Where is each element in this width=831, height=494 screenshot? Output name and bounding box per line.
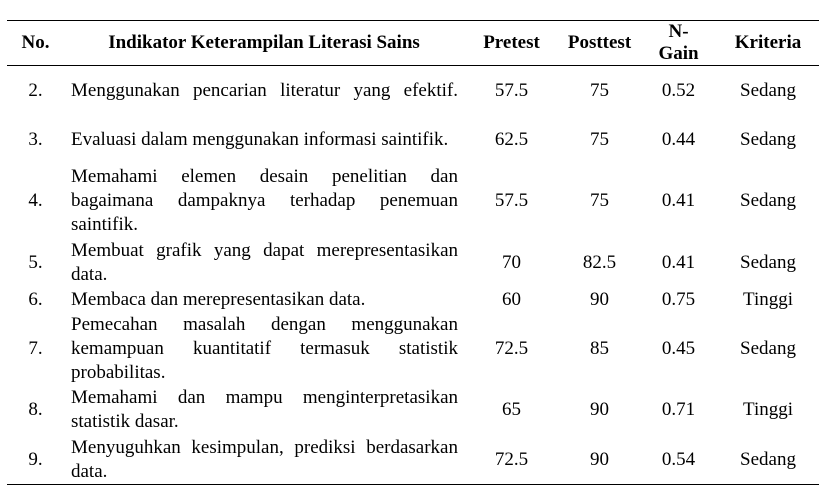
cell-indicator: Evaluasi dalam menggunakan informasi saintifik.: [71, 129, 449, 150]
header-row: [7, 21, 819, 66]
table-row: [7, 435, 819, 485]
cell-indicator: Pemecahan masalah dengan menggunakan kemampuan kuantitatif termasuk statistik probabilitas.: [71, 313, 458, 383]
cell-criteria: Tinggi: [743, 289, 793, 310]
cell-pretest: 72.5: [494, 337, 529, 359]
cell-pretest: 57.5: [494, 80, 529, 101]
cell-posttest: 85: [590, 337, 609, 359]
cell-ngain: 0.44: [661, 129, 696, 150]
cell-no: 9.: [28, 448, 43, 470]
cell-pretest: 62.5: [494, 129, 529, 150]
header-criteria: Kriteria: [734, 32, 802, 53]
table-row: [7, 288, 819, 312]
cell-pretest: 65: [502, 399, 521, 420]
header-ngain-line1: N-: [668, 21, 689, 42]
cell-indicator: Membuat grafik yang dapat merepresentasikan data.: [71, 240, 458, 285]
header-pretest: Pretest: [483, 32, 540, 53]
header-no: No.: [21, 32, 50, 53]
table-row: [7, 164, 819, 238]
cell-indicator: Menyuguhkan kesimpulan, prediksi berdasarkan data.: [71, 436, 458, 482]
cell-posttest: 82.5: [582, 252, 617, 273]
cell-no: 6.: [28, 289, 43, 310]
table-row: [7, 116, 819, 164]
cell-no: 8.: [28, 399, 43, 420]
cell-ngain: 0.52: [661, 80, 696, 101]
cell-no: 2.: [28, 80, 43, 101]
cell-ngain: 0.41: [661, 190, 696, 211]
cell-indicator: Memahami elemen desain penelitian dan bagaimana dampaknya terhadap penemuan saintifik.: [71, 166, 458, 235]
cell-criteria: Tinggi: [743, 399, 793, 420]
header-indicator: Indikator Keterampilan Literasi Sains: [108, 32, 420, 53]
cell-posttest: 75: [590, 80, 609, 101]
table-row: [7, 238, 819, 288]
cell-no: 5.: [28, 252, 43, 273]
cell-pretest: 57.5: [494, 190, 529, 211]
cell-ngain: 0.45: [661, 337, 696, 359]
cell-indicator: Memahami dan mampu menginterpretasikan statistik dasar.: [71, 387, 458, 432]
cell-criteria: Sedang: [740, 252, 796, 273]
cell-no: 3.: [28, 129, 43, 150]
cell-criteria: Sedang: [740, 129, 796, 150]
cell-no: 4.: [28, 190, 43, 211]
table-header: [7, 21, 819, 66]
cell-posttest: 75: [590, 190, 609, 211]
cell-ngain: 0.54: [661, 448, 696, 470]
table-row: [7, 66, 819, 117]
cell-posttest: 90: [590, 289, 609, 310]
table-body: [7, 66, 819, 485]
cell-pretest: 70: [502, 252, 521, 273]
cell-criteria: Sedang: [740, 190, 796, 211]
table-row: [7, 312, 819, 385]
cell-posttest: 90: [590, 399, 609, 420]
cell-pretest: 60: [502, 289, 521, 310]
cell-posttest: 90: [590, 448, 609, 470]
cell-pretest: 72.5: [494, 448, 529, 470]
cell-ngain: 0.71: [661, 399, 696, 420]
cell-indicator: Membaca dan merepresentasikan data.: [71, 289, 366, 310]
literacy-skills-table: [7, 20, 819, 485]
table-row: [7, 385, 819, 435]
cell-indicator: Menggunakan pencarian literatur yang efektif.: [71, 80, 458, 101]
header-ngain: [640, 21, 717, 66]
cell-criteria: Sedang: [740, 337, 796, 359]
cell-ngain: 0.41: [661, 252, 696, 273]
cell-no: 7.: [28, 337, 43, 359]
header-posttest: Posttest: [567, 32, 632, 53]
cell-criteria: Sedang: [740, 80, 796, 101]
cell-ngain: 0.75: [661, 289, 696, 310]
header-ngain-line2: Gain: [658, 43, 699, 64]
cell-criteria: Sedang: [740, 448, 796, 470]
cell-posttest: 75: [590, 129, 609, 150]
